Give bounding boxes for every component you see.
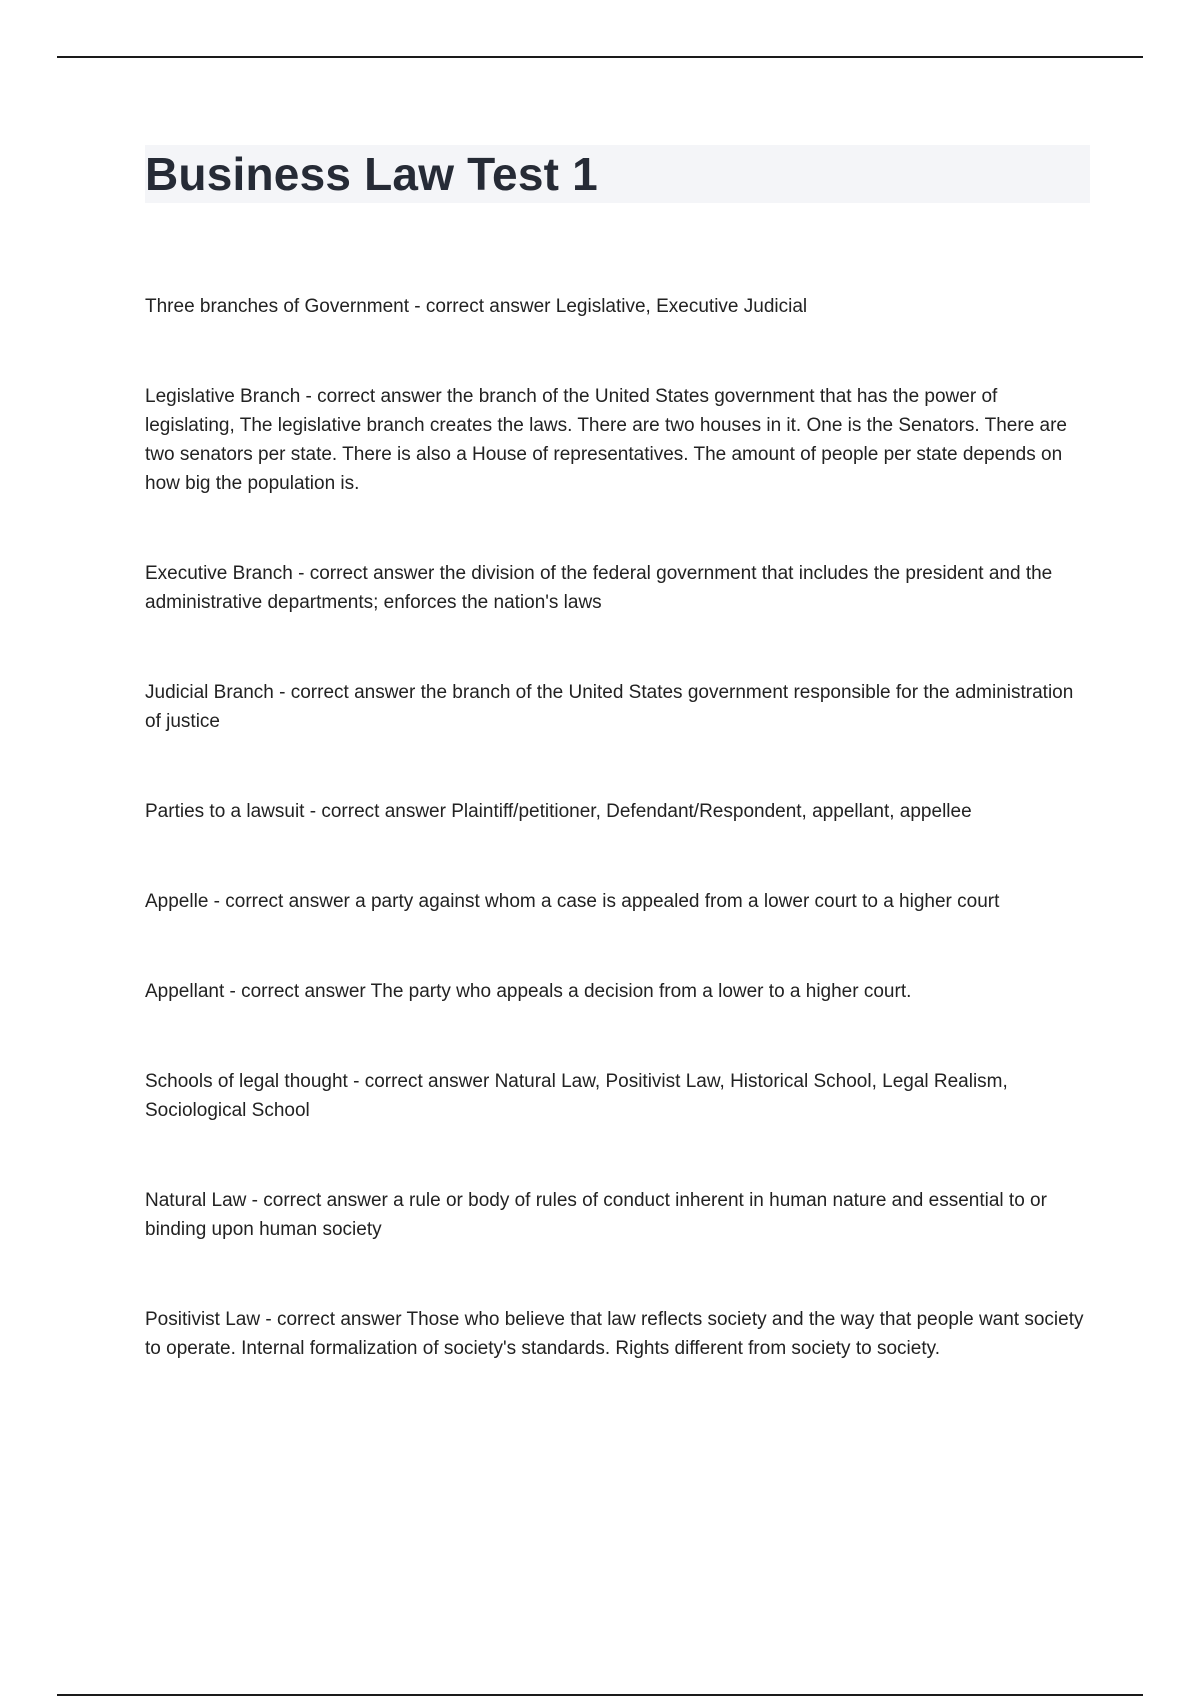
flashcard-entry: Executive Branch - correct answer the division of the federal government that includes the president and the administrative departments; enforces the nation's laws: [145, 563, 1053, 613]
flashcard-entry: Legislative Branch - correct answer the branch of the United States government that has the power of legislating, The legislative branch creates the laws. There are two houses in it. One is the Senators. There are two senators per state. There is also a House of representatives. The amount of people per state depends on how big the population is.: [145, 386, 1068, 494]
flashcard-entry: Parties to a lawsuit - correct answer Plaintiff/petitioner, Defendant/Respondent, appellant, appellee: [145, 801, 972, 822]
flashcard-entry: Schools of legal thought - correct answer Natural Law, Positivist Law, Historical School, Legal Realism, Sociological School: [145, 1071, 1008, 1121]
flashcard-entry: Three branches of Government - correct answer Legislative, Executive Judicial: [145, 296, 808, 317]
flashcard-list: [145, 292, 1090, 1424]
flashcard-entry: Positivist Law - correct answer Those who believe that law reflects society and the way that people want society to operate. Internal formalization of society's standards. Rights different from society to society.: [145, 1309, 1084, 1359]
bottom-divider: [57, 1694, 1143, 1696]
flashcard-entry: Appellant - correct answer The party who appeals a decision from a lower to a higher court.: [145, 981, 912, 1002]
flashcard-entry: Appelle - correct answer a party against whom a case is appealed from a lower court to a higher court: [145, 891, 1000, 912]
top-divider: [57, 56, 1143, 58]
page-title: Business Law Test 1: [145, 148, 598, 200]
flashcard-entry: Natural Law - correct answer a rule or body of rules of conduct inherent in human nature and essential to or binding upon human society: [145, 1190, 1047, 1240]
flashcard-entry: Judicial Branch - correct answer the branch of the United States government responsible for the administration of justice: [145, 682, 1074, 732]
